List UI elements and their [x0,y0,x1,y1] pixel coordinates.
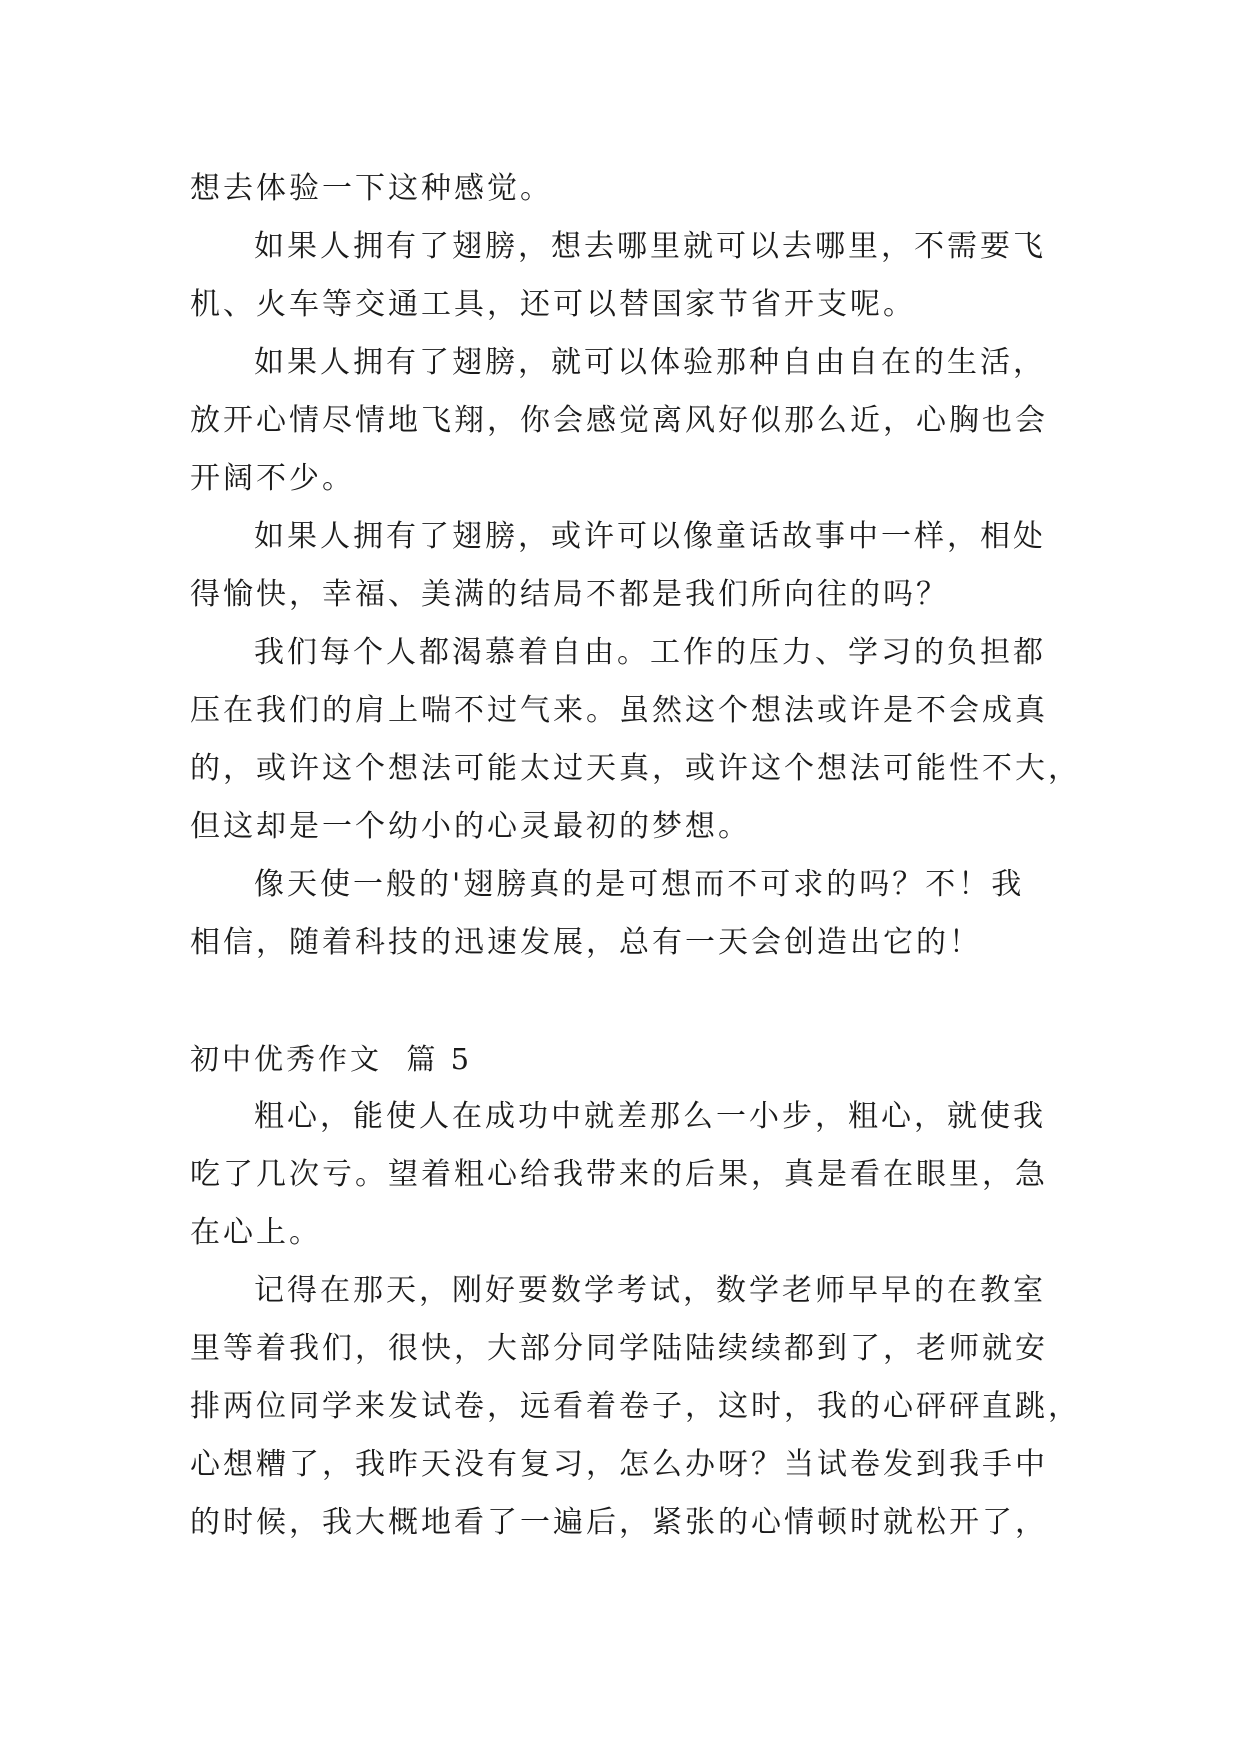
paragraph-start-line: 我们每个人都渴慕着自由。工作的压力、学习的负担都 [254,635,1046,670]
section-gap [190,972,1050,1030]
text-line: 想去体验一下这种感觉。 [190,171,553,206]
paragraph-start-line: 像天使一般的'翅膀真的是可想而不可求的吗？不！我 [254,867,1025,902]
text-line: 开阔不少。 [190,461,355,496]
document-page [190,160,1081,1552]
text-line: 放开心情尽情地飞翔，你会感觉离风好似那么近，心胸也会 [190,403,1048,438]
text-line: 压在我们的肩上喘不过气来。虽然这个想法或许是不会成真 [190,693,1048,728]
section-heading: 初中优秀作文 篇 5 [190,1042,473,1076]
paragraph-start-line: 如果人拥有了翅膀，就可以体验那种自由自在的生活， [254,345,1046,380]
text-line: 吃了几次亏。望着粗心给我带来的后果，真是看在眼里，急 [190,1157,1048,1192]
text-line: 得愉快，幸福、美满的结局不都是我们所向往的吗？ [190,577,949,612]
paragraph-start-line: 粗心，能使人在成功中就差那么一小步，粗心，就使我 [254,1099,1046,1134]
text-line: 相信，随着科技的迅速发展，总有一天会创造出它的！ [190,925,982,960]
paragraph-start-line: 记得在那天，刚好要数学考试，数学老师早早的在教室 [254,1273,1046,1308]
text-line: 机、火车等交通工具，还可以替国家节省开支呢。 [190,287,916,322]
text-line: 但这却是一个幼小的心灵最初的梦想。 [190,809,751,844]
text-line: 的时候，我大概地看了一遍后，紧张的心情顿时就松开了， [190,1505,1048,1540]
text-line: 在心上。 [190,1215,322,1250]
text-line: 的，或许这个想法可能太过天真，或许这个想法可能性不大， [190,751,1081,786]
paragraph-start-line: 如果人拥有了翅膀，或许可以像童话故事中一样，相处 [254,519,1046,554]
paragraph-start-line: 如果人拥有了翅膀，想去哪里就可以去哪里，不需要飞 [254,229,1046,264]
text-line: 里等着我们，很快，大部分同学陆陆续续都到了，老师就安 [190,1331,1048,1366]
text-line: 排两位同学来发试卷，远看着卷子，这时，我的心砰砰直跳， [190,1389,1081,1424]
text-line: 心想糟了，我昨天没有复习，怎么办呀？当试卷发到我手中 [190,1447,1048,1482]
